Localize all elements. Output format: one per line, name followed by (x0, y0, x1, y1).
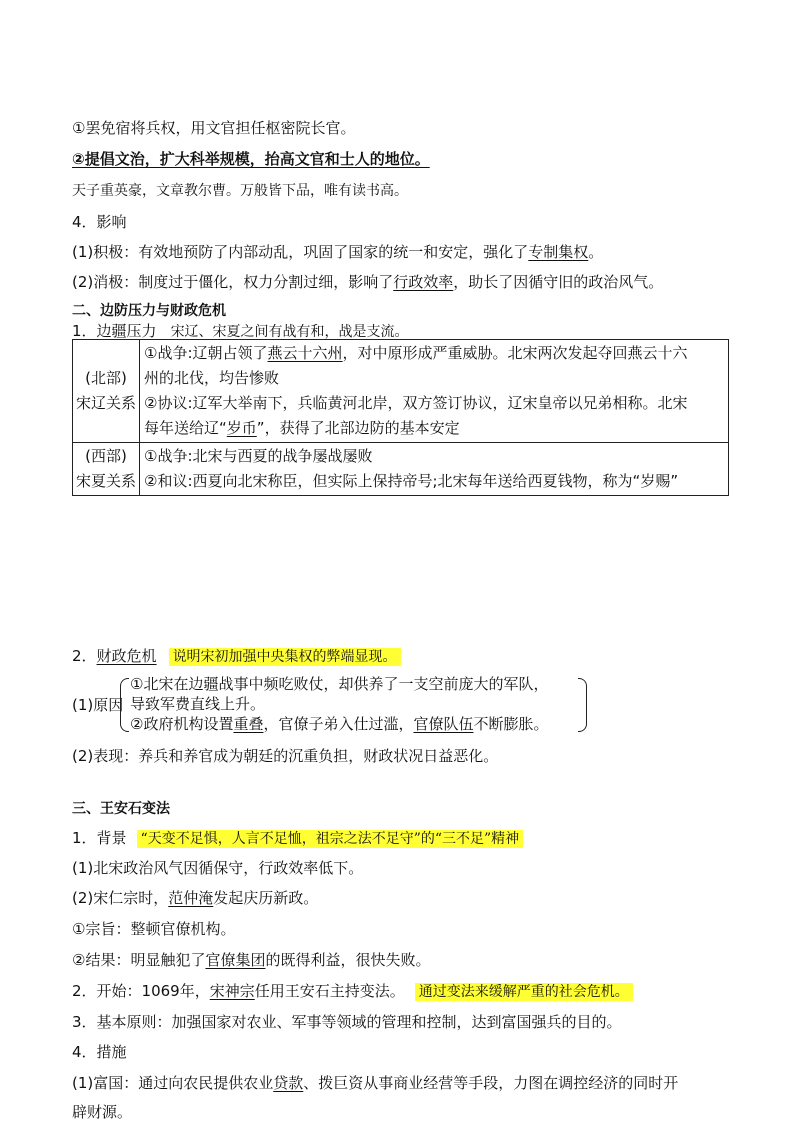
text-line: (1)北宋政治风气因循保守，行政效率低下。 (72, 859, 364, 877)
underlined-term: 行政效率 (393, 273, 454, 291)
text-segment: ，助长了因循守旧的政治风气。 (453, 273, 664, 291)
text-segment: 1． (72, 322, 97, 340)
text-line (72, 272, 663, 292)
highlighted-note: 通过变法来缓解严重的社会危机。 (415, 983, 633, 1001)
text-line: ①罢免宿将兵权，用文官担任枢密院长官。 (72, 119, 356, 137)
underlined-term: 边疆压力 (96, 322, 157, 340)
right-brace (578, 678, 587, 732)
chapter-heading: 三、王安石变法 (72, 801, 170, 817)
text-line: (2)表现：养兵和养官成为朝廷的沉重负担，财政状况日益恶化。 (72, 747, 499, 765)
text-segment: 。 (588, 243, 604, 261)
underlined-term: 专制集权 (528, 243, 589, 261)
text-segment: 1．背景 (72, 829, 127, 847)
cause-item: ①北宋在边疆战事中频吃败仗，却供养了一支空前庞大的军队， (130, 675, 549, 693)
cause-label: (1)原因 (72, 696, 124, 714)
section-heading: 4．措施 (72, 1043, 127, 1061)
text-line: 2．开始：1069年，宋神宗任用王安石主持变法。 通过变法来缓解严重的社会危机。 (72, 981, 633, 1002)
highlighted-note: “天变不足惧，人言不足恤，祖宗之法不足守”的“三不足”精神 (137, 830, 524, 848)
text-line: ①宗旨：整顿官僚机构。 (72, 920, 236, 938)
text-segment: (2)消极：制度过于僵化，权力分割过细，影响了 (72, 273, 394, 291)
text-line: (1)富国：通过向农民提供农业贷款、拨巨资从事商业经营等手段，力图在调控经济的同时开 (72, 1074, 679, 1092)
cause-block (72, 672, 672, 738)
text-line: 3．基本原则：加强国家对农业、军事等领域的管理和控制，达到富国强兵的目的。 (72, 1013, 622, 1031)
underlined-text: ②提倡文治，扩大科举规模，抬高文官和士人的地位。 (72, 150, 430, 168)
text-segment: 2． (72, 647, 97, 665)
text-line: (2)宋仁宗时，范仲淹发起庆历新政。 (72, 889, 319, 907)
left-brace (120, 678, 129, 732)
text-line (72, 828, 523, 849)
text-line-bold (72, 149, 430, 169)
table-cell: ①战争:北宋与西夏的战争屡战屡败 ②和议:西夏向北宋称臣，但实际上保持帝号;北宋每年送给西夏钱物，称为“岁赐” (140, 443, 729, 496)
chapter-heading: 二、边防压力与财政危机 (72, 303, 226, 319)
text-line (72, 242, 603, 262)
highlighted-note: 说明宋初加强中央集权的弊端显现。 (169, 648, 401, 666)
underlined-term: 财政危机 (96, 647, 157, 665)
cause-item: 导致军费直线上升。 (130, 695, 266, 713)
annotation-note: 宋辽、宋夏之间有战有和，战是支流。 (170, 324, 409, 340)
poem-line: 天子重英豪，文章教尔曹。万般皆下品，唯有读书高。 (72, 183, 408, 199)
relations-table (72, 339, 729, 496)
text-segment: (1)积极：有效地预防了内部动乱，巩固了国家的统一和安定，强化了 (72, 243, 529, 261)
table-cell: ①战争:辽朝占领了燕云十六州，对中原形成严重威胁。北宋两次发起夺回燕云十六 州的北伐，均告惨败 ②协议:辽军大举南下，兵临黄河北岸，双方签订协议，辽宋皇帝以兄弟相称。北宋 每年送给辽“岁币”，获得了北部边防的基本安定 (140, 340, 729, 443)
cause-item: ②政府机构设置重叠，官僚子弟入仕过滥，官僚队伍不断膨胀。 (130, 715, 549, 733)
text-line (72, 646, 401, 667)
text-line: ②结果：明显触犯了官僚集团的既得利益，很快失败。 (72, 951, 431, 969)
section-heading: 4．影响 (72, 213, 127, 231)
text-line: 辟财源。 (72, 1103, 133, 1121)
table-side-label: (西部) 宋夏关系 (73, 443, 140, 496)
table-side-label: (北部) 宋辽关系 (73, 340, 140, 443)
